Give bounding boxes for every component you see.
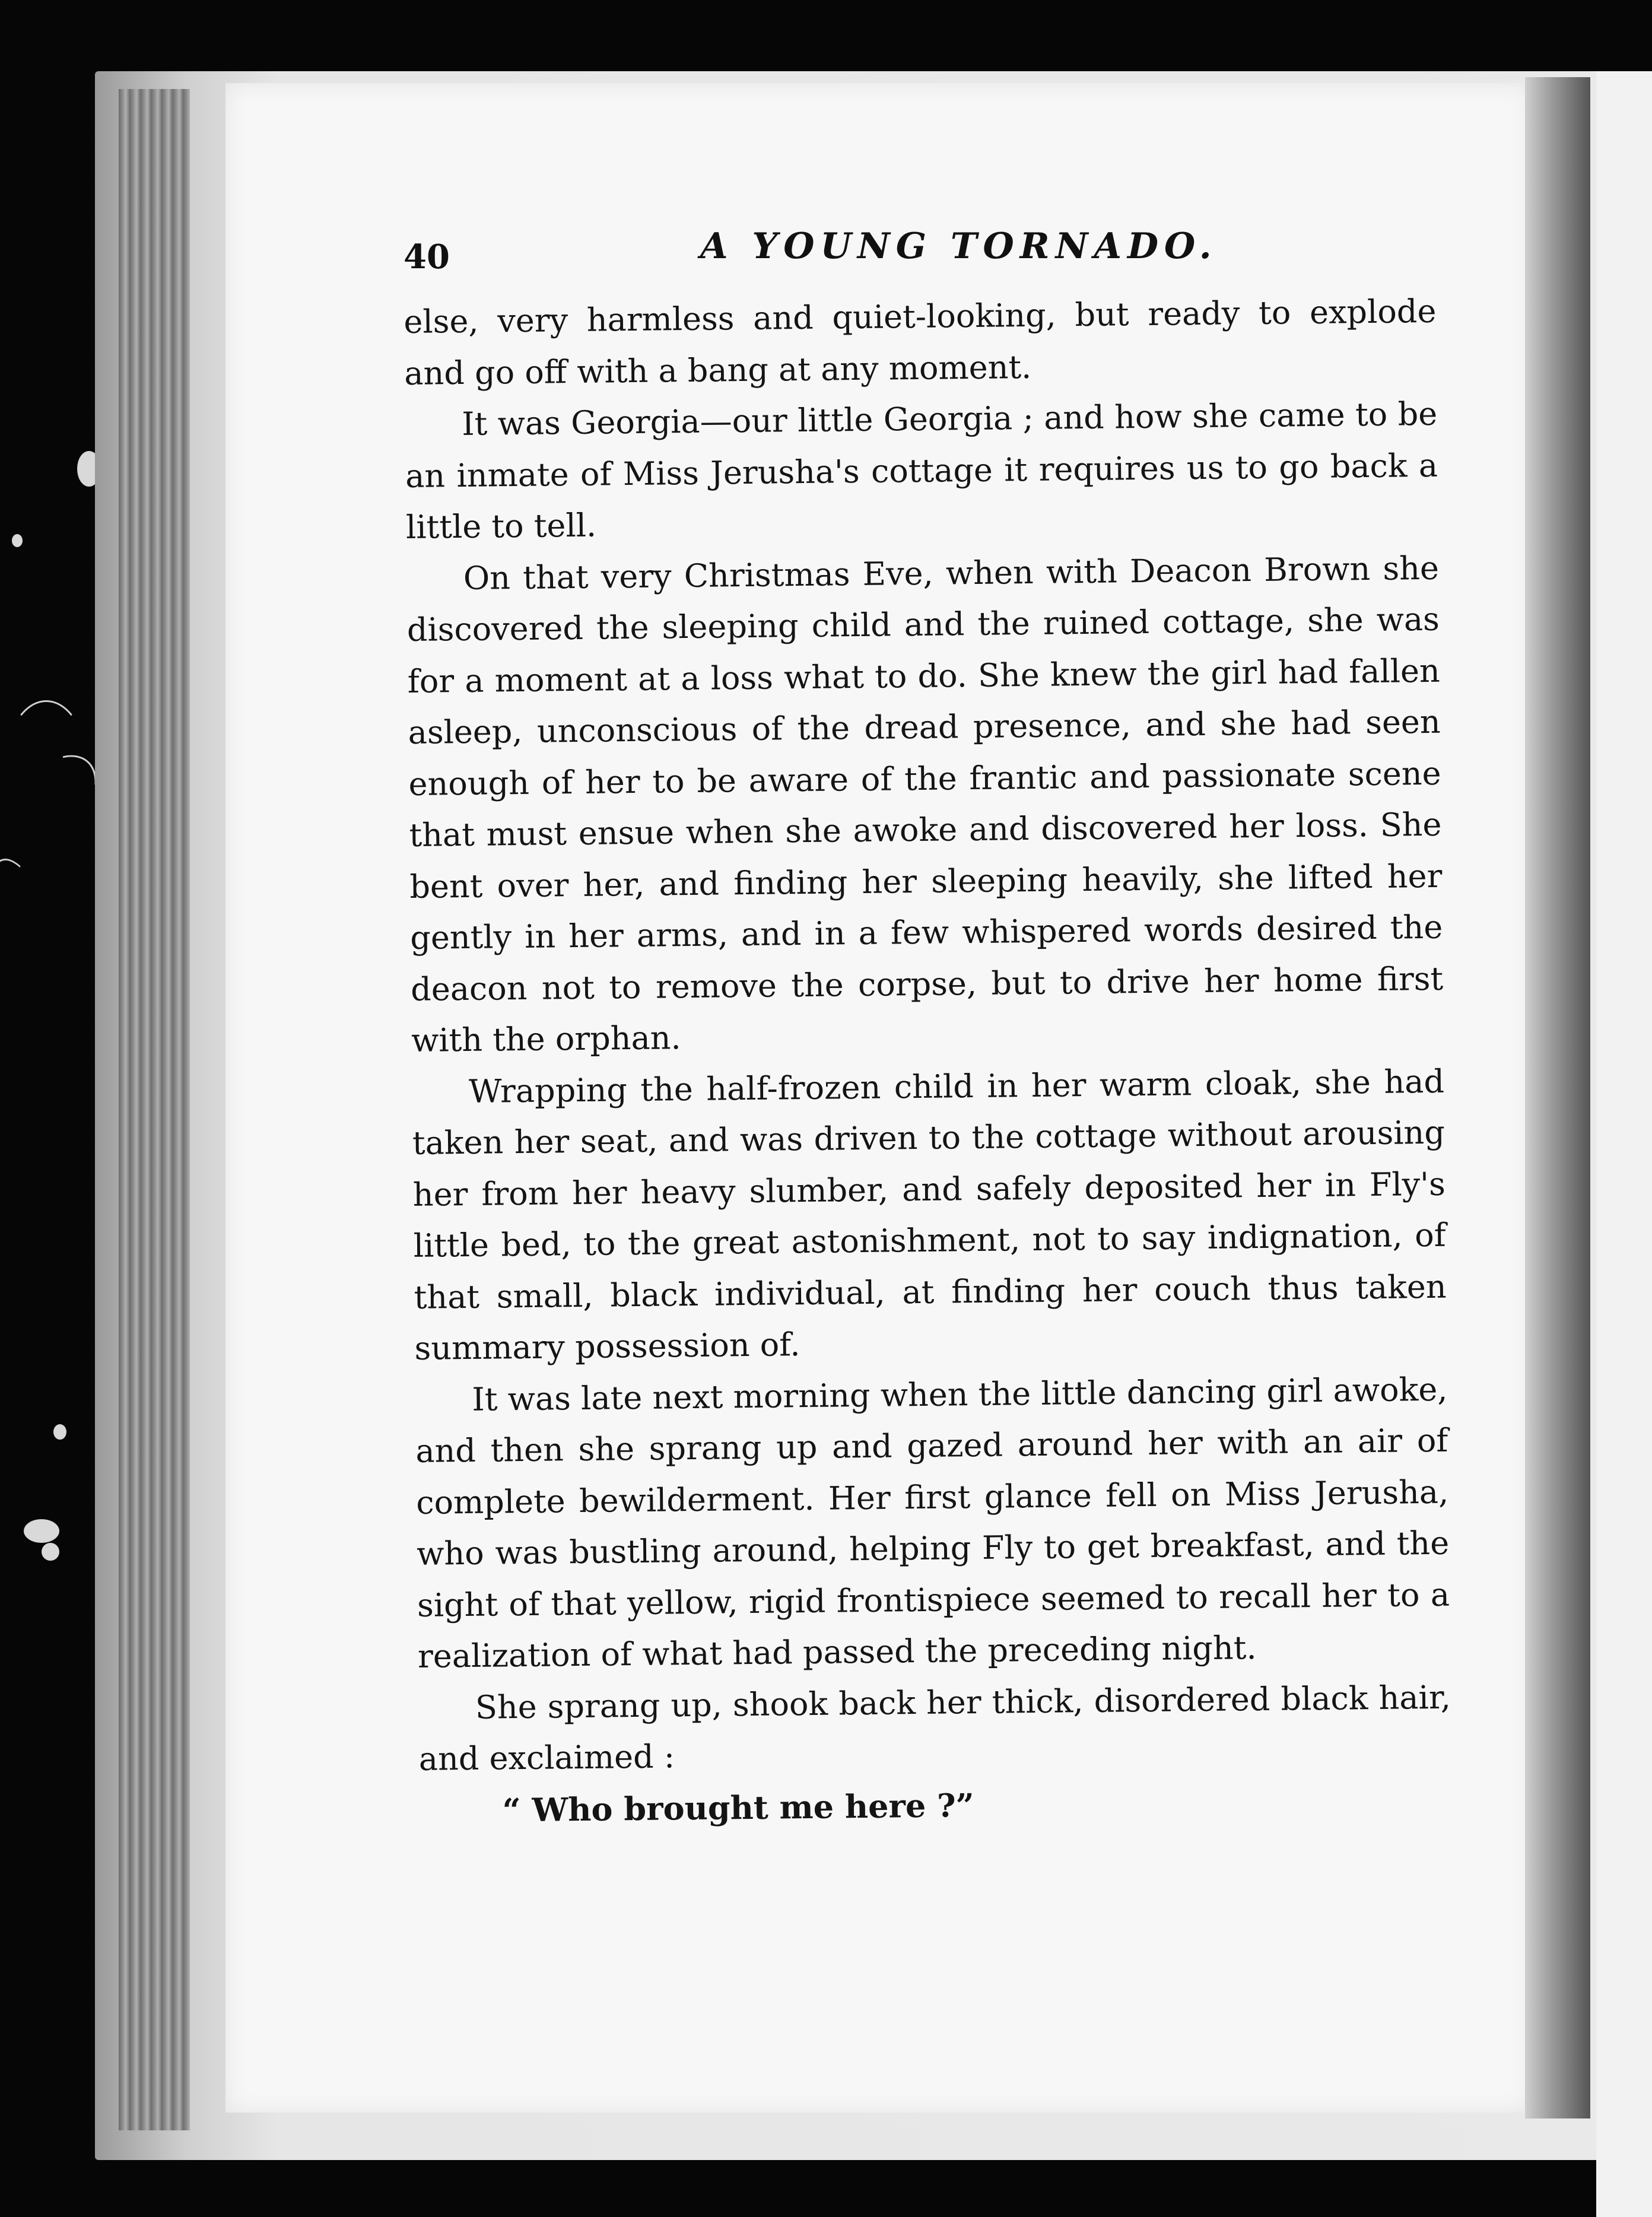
debris-speck — [12, 534, 23, 547]
running-head-title: A YOUNG TORNADO. — [700, 225, 1218, 267]
debris-speck — [24, 1519, 59, 1543]
debris-speck — [42, 1543, 59, 1561]
facing-page-edge — [1596, 71, 1652, 2217]
paragraph: else, very harmless and quiet-looking, but ready to explode and go off with a bang at any moment. — [404, 292, 1437, 392]
paragraph: Wrapping the half-frozen child in her warm cloak, she had taken her seat, and was driven to the cottage without arousing her from her heavy slumber, and safely deposited her in Fly's little bed, to the great astonishment, not to say indignation, of that small, black individual, at finding her couch thus taken summary possession of. — [412, 1062, 1447, 1367]
page-fold-shadow — [1525, 77, 1590, 2118]
page-edges — [119, 89, 190, 2130]
page-number: 40 — [404, 237, 450, 277]
body-text — [404, 286, 1452, 1837]
debris-fiber — [0, 850, 82, 1018]
paragraph: On that very Christmas Eve, when with Deacon Brown she discovered the sleeping child and the ruined cottage, she was for a moment at a loss what to do. She knew the girl had fallen asleep, unconscious of the dread presence, and she had seen enough of her to be aware of the frantic and passionate scene that must ensue when she awoke and discovered her loss. She bent over her, and finding her sleeping heavily, she lifted her gently in her arms, and in a few whispered words desired the deacon not to remove the corpse, but to drive her home first with the orphan. — [406, 549, 1444, 1059]
quoted-line: “ Who brought me here ?” — [502, 1786, 975, 1829]
paragraph: It was Georgia—our little Georgia ; and how she came to be an inmate of Miss Jerusha's cottage it requires us to go back a little to tell. — [405, 395, 1438, 546]
debris-speck — [53, 1424, 66, 1440]
paragraph: It was late next morning when the little dancing girl awoke, and then she sprang up and gazed around her with an air of complete bewilderment. Her first glance fell on Miss Jerusha, who was bustling around, helping Fly to get breakfast, and the sight of that yellow, rigid frontispiece seemed to recall her to a realization of what had passed the preceding night. — [415, 1370, 1450, 1675]
paragraph: She sprang up, shook back her thick, disordered black hair, and exclaimed : — [418, 1678, 1451, 1778]
